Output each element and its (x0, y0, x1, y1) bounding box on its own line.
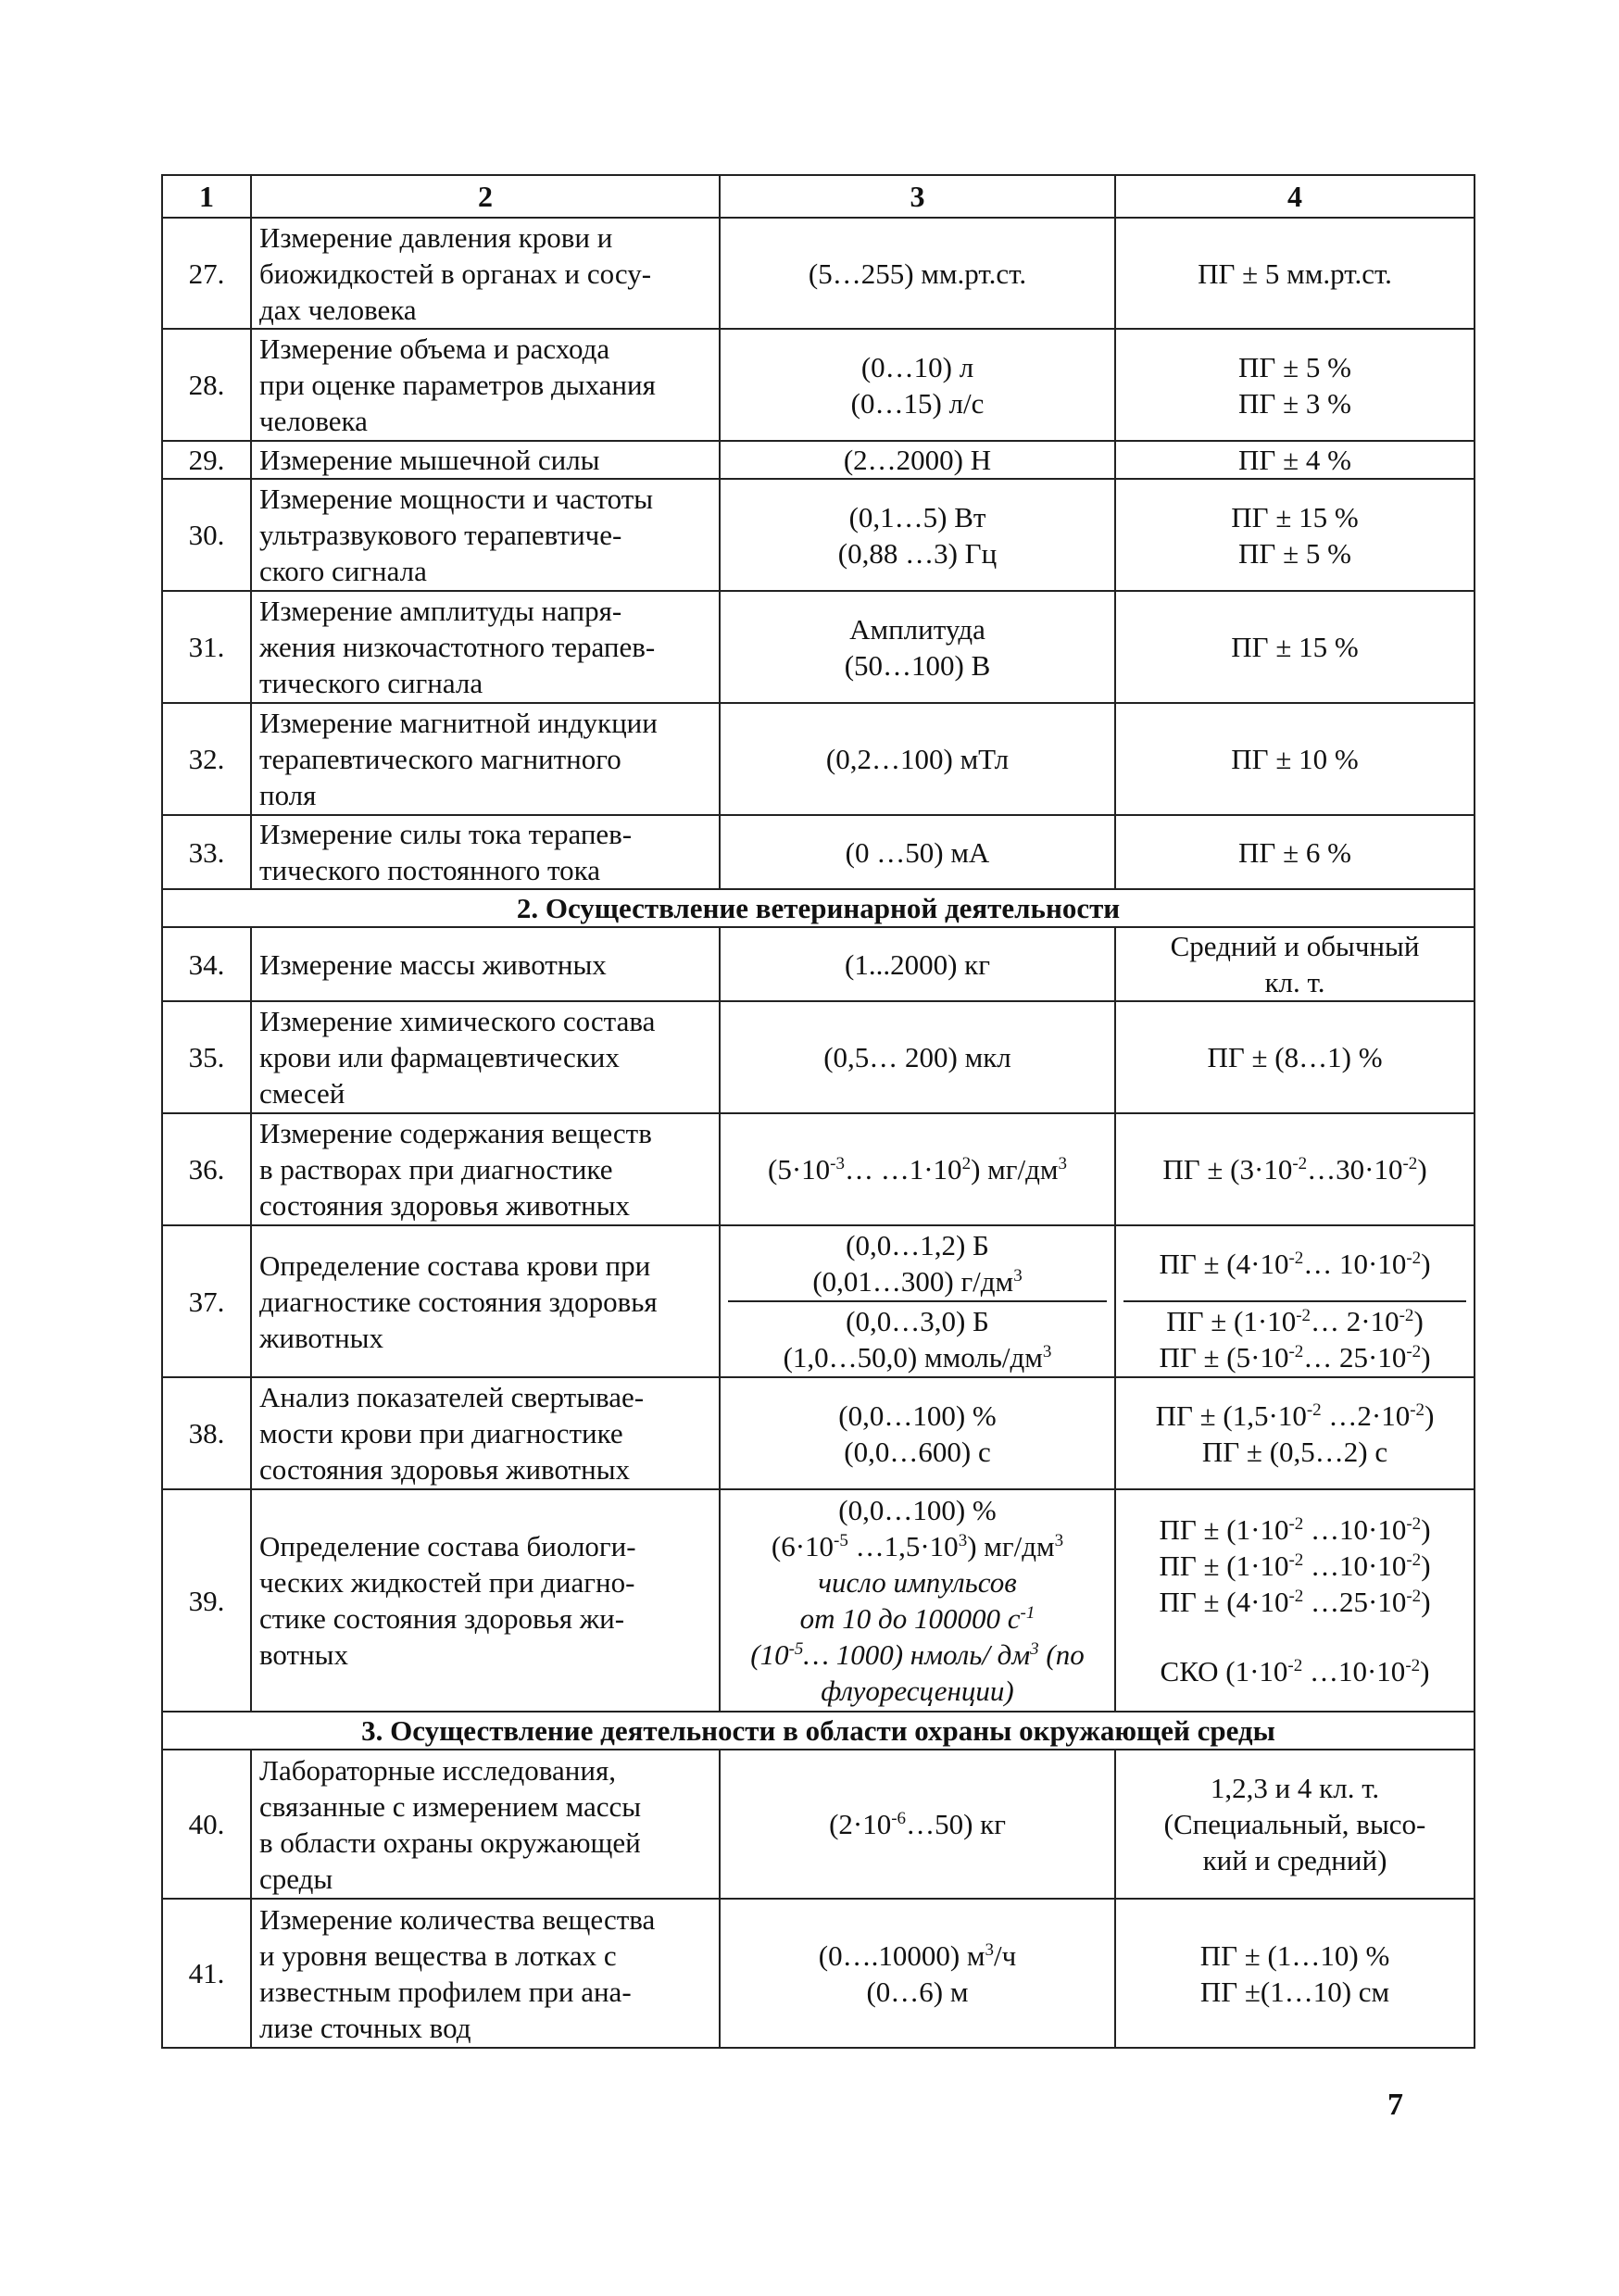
row-accuracy: ПГ ± 10 % (1115, 703, 1475, 815)
row-description: Измерение содержания веществ в растворах при диагностике состояния здоровья животных (251, 1113, 720, 1225)
row-range: (0,2…100) мТл (720, 703, 1115, 815)
row-description: Определение состава биологи- ческих жидкостей при диагно- стике состояния здоровья жи- вотных (251, 1489, 720, 1712)
table-row (162, 1899, 1475, 2048)
table-row (162, 441, 1475, 479)
row-accuracy: ПГ ± 5 мм.рт.ст. (1115, 218, 1475, 329)
range-subcell: (0,0…1,2) Б (0,01…300) $г/дм^3$ (728, 1226, 1107, 1302)
header-cell-3: 3 (720, 175, 1115, 218)
row-accuracy: ПГ ± $(3\cdot 10^{-2}\dots 30\cdot 10^{-2})$ (1115, 1113, 1475, 1225)
row-accuracy (1115, 1225, 1475, 1377)
row-range (720, 1225, 1115, 1377)
row-description: Измерение количества вещества и уровня вещества в лотках с известным профилем при ана- лизе сточных вод (251, 1899, 720, 2048)
row-description: Измерение мощности и частоты ультразвукового терапевтиче- ского сигнала (251, 479, 720, 591)
measurements-table (161, 174, 1475, 2049)
row-range: (0…10) л (0…15) л/с (720, 329, 1115, 441)
table-row (162, 1113, 1475, 1225)
range-subcell: (0,0…3,0) Б (1,0…50,0) ммоль/$дм^3$ (783, 1305, 1052, 1374)
row-accuracy: ПГ ± (8…1) % (1115, 1001, 1475, 1113)
row-description: Измерение силы тока терапев- тического постоянного тока (251, 815, 720, 889)
row-description: Измерение массы животных (251, 927, 720, 1001)
row-accuracy: ПГ ± 5 % ПГ ± 3 % (1115, 329, 1475, 441)
row-number: 40. (162, 1750, 251, 1899)
row-description: Измерение химического состава крови или фармацевтических смесей (251, 1001, 720, 1113)
row-range: (0,1…5) Вт (0,88 …3) Гц (720, 479, 1115, 591)
row-number: 36. (162, 1113, 251, 1225)
row-accuracy: ПГ ± 6 % (1115, 815, 1475, 889)
table-row (162, 1225, 1475, 1377)
row-range: (0….10000) $м^3/ч$ (0…6) м (720, 1899, 1115, 2048)
row-description: Измерение давления крови и биожидкостей в органах и сосу- дах человека (251, 218, 720, 329)
header-cell-4: 4 (1115, 175, 1475, 218)
row-number: 39. (162, 1489, 251, 1712)
accuracy-subcell: ПГ ± ($4\cdot 10^{-2}\dots$ $10\cdot 10^{-2}$) (1123, 1226, 1466, 1302)
section-heading: 2. Осуществление ветеринарной деятельности (162, 889, 1475, 927)
accuracy-subcell: ПГ ± ($1\cdot 10^{-2}\dots$ $2\cdot 10^{-2}$) ПГ ± ($5\cdot 10^{-2}\dots$ $25\cdot 10^{-2}$) (1159, 1305, 1431, 1374)
row-description: Измерение мышечной силы (251, 441, 720, 479)
row-number: 31. (162, 591, 251, 703)
table-row (162, 815, 1475, 889)
row-range: (0,5… 200) мкл (720, 1001, 1115, 1113)
row-accuracy: ПГ ± ($1\cdot 10^{-2}$ $\dots 10\cdot 10^{-2}$) ПГ ± ($1\cdot 10^{-2}$ $\dots 10\cdot 10^{-2}$) ПГ ± ($4\cdot 10^{-2}$ $\dots 25\cdot 10^{-2}$) СКО ($1\cdot 10^{-2}$ $\dots 10\cdot 10^{-2}$) (1115, 1489, 1475, 1712)
row-number: 41. (162, 1899, 251, 2048)
table-row (162, 218, 1475, 329)
row-range: (2…2000) Н (720, 441, 1115, 479)
row-number: 33. (162, 815, 251, 889)
row-range: ($5\cdot 10^{-3}\dots$ $\dots 1\cdot 10^2$) $мг/дм^3$ (720, 1113, 1115, 1225)
table-row (162, 927, 1475, 1001)
row-range: (0,0…100) % ($6\cdot 10^{-5}$ $\dots 1,5\cdot 10^3$) $мг/дм^3$ число импульсов от 10 до 100000 $с^{-1}$ ($10^{-5}\dots$ 1000) нмоль/ $дм^3$ (по флуоресценции) (720, 1489, 1115, 1712)
row-range: (1...2000) кг (720, 927, 1115, 1001)
table-row (162, 479, 1475, 591)
table-row (162, 703, 1475, 815)
row-accuracy: 1,2,3 и 4 кл. т. (Специальный, высо- кий и средний) (1115, 1750, 1475, 1899)
header-row (162, 175, 1475, 218)
row-range: (0 …50) мА (720, 815, 1115, 889)
row-number: 30. (162, 479, 251, 591)
row-range: (5…255) мм.рт.ст. (720, 218, 1115, 329)
table-body (162, 175, 1475, 2048)
row-range: Амплитуда (50…100) В (720, 591, 1115, 703)
row-description: Определение состава крови при диагностике состояния здоровья животных (251, 1225, 720, 1377)
row-number: 37. (162, 1225, 251, 1377)
table-row (162, 1750, 1475, 1899)
row-number: 34. (162, 927, 251, 1001)
table-row (162, 591, 1475, 703)
header-cell-2: 2 (251, 175, 720, 218)
row-description: Анализ показателей свертывае- мости крови при диагностике состояния здоровья животных (251, 1377, 720, 1489)
row-description: Измерение магнитной индукции терапевтического магнитного поля (251, 703, 720, 815)
row-number: 29. (162, 441, 251, 479)
row-number: 38. (162, 1377, 251, 1489)
row-accuracy: ПГ ± 15 % ПГ ± 5 % (1115, 479, 1475, 591)
section-heading-row (162, 889, 1475, 927)
row-accuracy: ПГ ± 15 % (1115, 591, 1475, 703)
page-number: 7 (1387, 2088, 1403, 2122)
row-description: Лабораторные исследования, связанные с измерением массы в области охраны окружающей среды (251, 1750, 720, 1899)
row-number: 28. (162, 329, 251, 441)
row-description: Измерение объема и расхода при оценке параметров дыхания человека (251, 329, 720, 441)
section-heading: 3. Осуществление деятельности в области охраны окружающей среды (162, 1712, 1475, 1750)
row-number: 32. (162, 703, 251, 815)
row-description: Измерение амплитуды напря- жения низкочастотного терапев- тического сигнала (251, 591, 720, 703)
table-row (162, 1489, 1475, 1712)
row-accuracy: ПГ ± ($1,5\cdot 10^{-2}$ $\dots 2\cdot 10^{-2}$) ПГ ± (0,5…2) с (1115, 1377, 1475, 1489)
row-accuracy: ПГ ± 4 % (1115, 441, 1475, 479)
row-number: 35. (162, 1001, 251, 1113)
header-cell-1: 1 (162, 175, 251, 218)
row-range: $(2\cdot 10^{-6}\dots 50)$ кг (720, 1750, 1115, 1899)
table-row (162, 1377, 1475, 1489)
row-number: 27. (162, 218, 251, 329)
table-row (162, 329, 1475, 441)
row-accuracy: ПГ ± (1…10) % ПГ ±(1…10) см (1115, 1899, 1475, 2048)
table-row (162, 1001, 1475, 1113)
row-range: (0,0…100) % (0,0…600) с (720, 1377, 1115, 1489)
section-heading-row (162, 1712, 1475, 1750)
row-accuracy: Средний и обычный кл. т. (1115, 927, 1475, 1001)
